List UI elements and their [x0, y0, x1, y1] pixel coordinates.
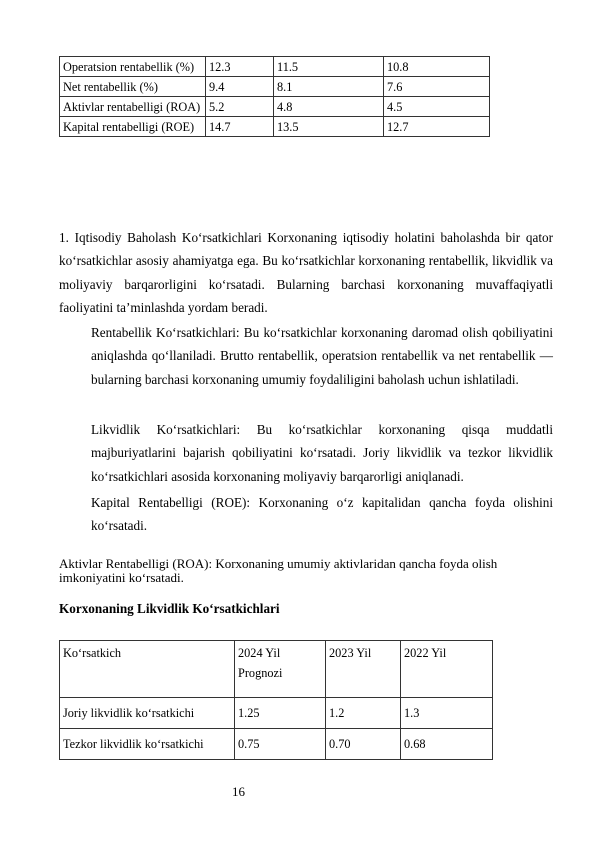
page-number: 16 — [232, 784, 245, 799]
table-row — [60, 57, 490, 77]
table-row — [60, 698, 493, 729]
table-cell-label: Net rentabellik (%) — [60, 77, 206, 97]
table-cell-label: Tezkor likvidlik ko‘rsatkichi — [60, 729, 235, 760]
table-row — [60, 117, 490, 137]
table-cell-value: 13.5 — [274, 117, 384, 137]
profitability-table — [59, 56, 490, 137]
paragraph-roe: Kapital Rentabelligi (ROE): Korxonaning o‘z kapitalidan qancha foyda olishini ko‘rsatadi. — [91, 495, 553, 534]
table-header-cell: 2022 Yil — [401, 641, 493, 698]
table-cell-value: 10.8 — [384, 57, 490, 77]
table-cell-value: 5.2 — [206, 97, 274, 117]
table-cell-value: 8.1 — [274, 77, 384, 97]
table-cell-value: 0.75 — [235, 729, 326, 760]
table-header-cell: 2023 Yil — [326, 641, 401, 698]
header-line: Prognozi — [238, 666, 283, 680]
table-cell-value: 12.7 — [384, 117, 490, 137]
table-cell-value: 14.7 — [206, 117, 274, 137]
table-row — [60, 97, 490, 117]
table-cell-value: 7.6 — [384, 77, 490, 97]
table-cell-value: 1.2 — [326, 698, 401, 729]
table-header-row — [60, 641, 493, 698]
table-row — [60, 729, 493, 760]
table-header-cell: Ko‘rsatkich — [60, 641, 235, 698]
table-cell-label: Joriy likvidlik ko‘rsatkichi — [60, 698, 235, 729]
table-cell-value: 1.3 — [401, 698, 493, 729]
table-cell-value: 1.25 — [235, 698, 326, 729]
paragraph-liquidity-indicators: Likvidlik Ko‘rsatkichlari: Bu ko‘rsatkichlar korxonaning qisqa muddatli majburiyatlarini bajarish qobiliyatini ko‘rsatadi. Joriy likvidlik va tezkor likvidlik ko‘rsatkichlari asosida korxonaning moliyaviy barqarorligi aniqlanadi. — [91, 422, 553, 484]
table-cell-value: 9.4 — [206, 77, 274, 97]
header-line: 2024 Yil — [238, 646, 281, 660]
table-row — [60, 77, 490, 97]
paragraph-economic-evaluation: 1. Iqtisodiy Baholash Ko‘rsatkichlari Korxonaning iqtisodiy holatini baholashda bir qator ko‘rsatkichlar asosiy ahamiyatga ega. Bu ko‘rsatkichlar korxonaning rentabellik, likvidlik va moliyaviy barqarorligini ko‘rsatadi. Bularning barchasi korxonaning muvaffaqiyatli faoliyatini ta’minlashda yordam beradi. — [59, 230, 553, 315]
paragraph-profitability-indicators: Rentabellik Ko‘rsatkichlari: Bu ko‘rsatkichlar korxonaning daromad olish qobiliyatini aniqlashda qo‘llaniladi. Brutto rentabellik, operatsion rentabellik va net rentabellik — bularning barchasi korxonaning umumiy foydaliligini baholash uchun ishlatiladi. — [91, 325, 553, 387]
table-cell-value: 11.5 — [274, 57, 384, 77]
paragraph-roa: Aktivlar Rentabelligi (ROA): Korxonaning umumiy aktivlaridan qancha foyda olish imkoniyatini ko‘rsatadi. — [59, 556, 498, 585]
liquidity-table — [59, 640, 493, 760]
table-header-cell — [235, 641, 326, 698]
table-cell-value: 12.3 — [206, 57, 274, 77]
table-cell-label: Aktivlar rentabelligi (ROA) — [60, 97, 206, 117]
table-cell-value: 0.68 — [401, 729, 493, 760]
table-cell-label: Kapital rentabelligi (ROE) — [60, 117, 206, 137]
section-heading: Korxonaning Likvidlik Ko‘rsatkichlari — [59, 601, 280, 616]
table-cell-value: 4.5 — [384, 97, 490, 117]
table-cell-value: 0.70 — [326, 729, 401, 760]
table-cell-value: 4.8 — [274, 97, 384, 117]
table-cell-label: Operatsion rentabellik (%) — [60, 57, 206, 77]
